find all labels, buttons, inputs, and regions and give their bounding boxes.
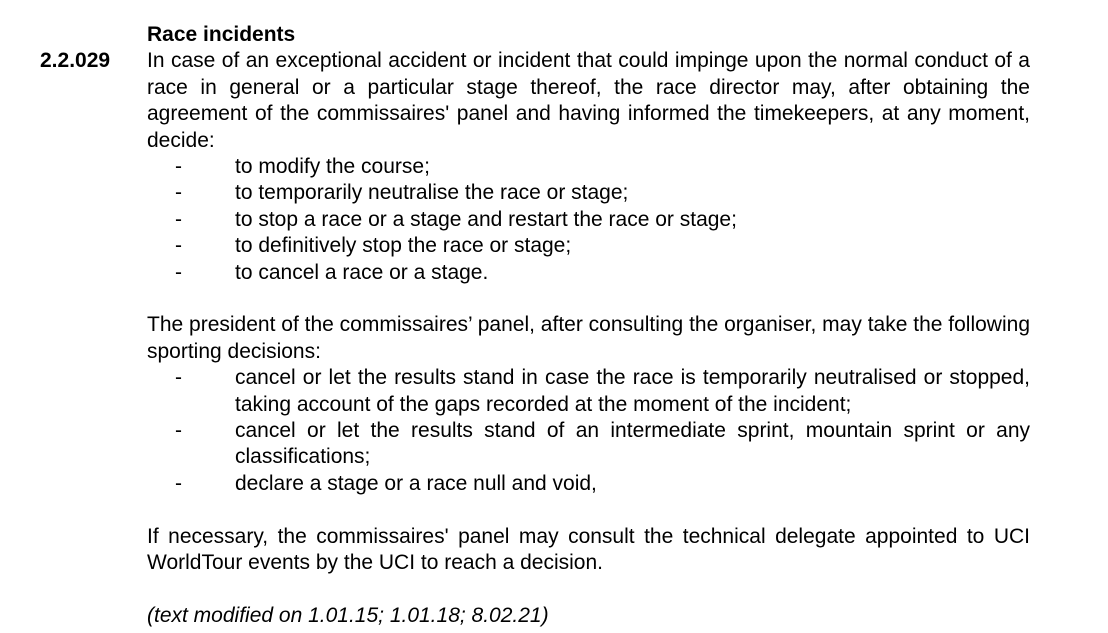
dash-bullet: - [175, 155, 182, 179]
dash-bullet: - [175, 234, 182, 258]
list-item: - cancel or let the results stand of an intermediate sprint, mountain sprint or any classifications; [175, 419, 1030, 469]
dash-bullet: - [175, 260, 182, 284]
list-item: - to temporarily neutralise the race or stage; [147, 180, 1030, 206]
consult-paragraph: If necessary, the commissaires' panel may consult the technical delegate appointed to UCI WorldTour events by the UCI to reach a decision. [147, 524, 1030, 575]
article-intro: In case of an exceptional accident or incident that could impinge upon the normal conduct of a race in general or a particular stage thereof, the race director may, after obtaining the agreement of the commissaires' panel and having informed the timekeepers, at any moment, decide: [147, 49, 1030, 152]
article-body [147, 48, 1030, 629]
modification-note: (text modified on 1.01.15; 1.01.18; 8.02.21) [147, 603, 549, 627]
dash-bullet: - [175, 366, 182, 390]
list-item: - to modify the course; [147, 154, 1030, 180]
list-item: - to definitively stop the race or stage; [147, 233, 1030, 259]
paragraph-gap [147, 286, 1030, 312]
dash-bullet: - [175, 181, 182, 205]
article-number: 2.2.029 [40, 49, 111, 73]
president-intro: The president of the commissaires’ panel, after consulting the organiser, may take the following sporting decisions: [147, 313, 1030, 363]
list-item: - declare a stage or a race null and void, [147, 471, 1030, 497]
dash-bullet: - [175, 419, 182, 443]
list-item: - cancel or let the results stand in case the race is temporarily neutralised or stopped, taking account of the gaps recorded at the moment of the incident; [175, 366, 1030, 416]
list-item: - to cancel a race or a stage. [147, 260, 1030, 286]
president-options-list [147, 365, 1030, 497]
paragraph-gap [147, 497, 1030, 523]
dash-bullet: - [175, 207, 182, 231]
dash-bullet: - [175, 471, 182, 495]
paragraph-gap [147, 576, 1030, 602]
section-title: Race incidents [147, 23, 296, 46]
list-item: - to stop a race or a stage and restart the race or stage; [147, 207, 1030, 233]
director-options-list [147, 154, 1030, 286]
